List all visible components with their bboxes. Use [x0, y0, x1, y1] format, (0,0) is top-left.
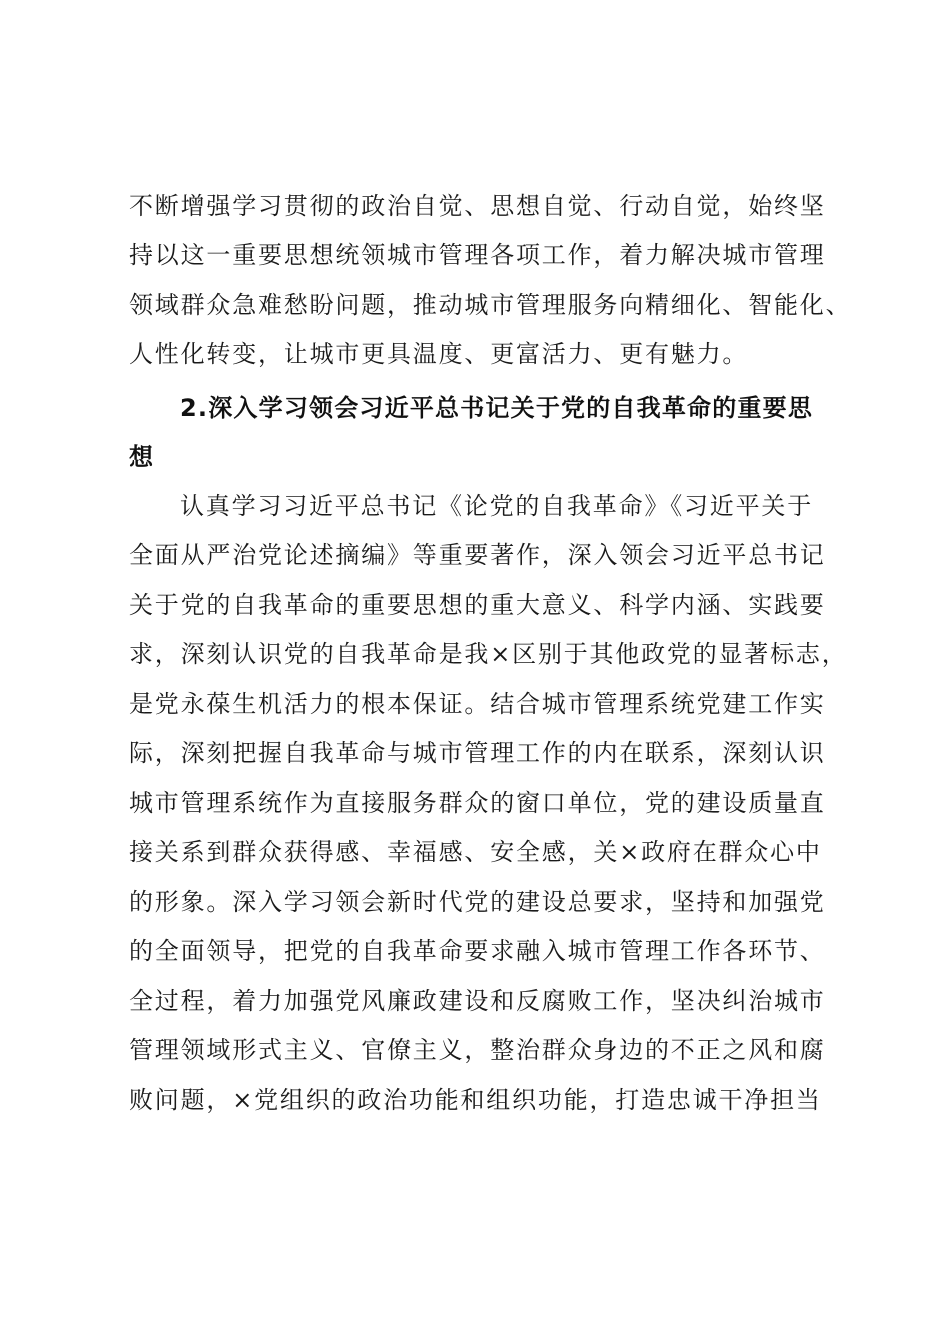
paragraph-line: 认真学习习近平总书记《论党的自我革命》《习近平关于 [180, 492, 813, 520]
paragraph-line: 关于党的自我革命的重要思想的重大意义、科学内涵、实践要 [129, 591, 826, 619]
paragraph-line: 城市管理系统作为直接服务群众的窗口单位，党的建设质量直 [129, 789, 826, 817]
paragraph-line: 不断增强学习贯彻的政治自觉、思想自觉、行动自觉，始终坚 [129, 192, 826, 220]
paragraph-line: 接关系到群众获得感、幸福感、安全感，关×政府在群众心中 [129, 838, 822, 866]
paragraph-line: 败问题，×党组织的政治功能和组织功能，打造忠诚干净担当 [129, 1086, 822, 1114]
paragraph-line: 的全面领导，把党的自我革命要求融入城市管理工作各环节、 [129, 937, 826, 965]
paragraph-line: 全过程，着力加强党风廉政建设和反腐败工作，坚决纠治城市 [129, 987, 826, 1015]
section-heading: 2.深入学习领会习近平总书记关于党的自我革命的重要思 [180, 394, 814, 422]
section-heading-continued: 想 [129, 443, 155, 471]
paragraph-line: 人性化转变，让城市更具温度、更富活力、更有魅力。 [129, 340, 749, 368]
paragraph-line: 持以这一重要思想统领城市管理各项工作，着力解决城市管理 [129, 241, 826, 269]
paragraph-line: 领域群众急难愁盼问题，推动城市管理服务向精细化、智能化、 [129, 291, 852, 319]
paragraph-line: 的形象。深入学习领会新时代党的建设总要求，坚持和加强党 [129, 888, 826, 916]
paragraph-line: 管理领域形式主义、官僚主义，整治群众身边的不正之风和腐 [129, 1036, 826, 1064]
paragraph-line: 全面从严治党论述摘编》等重要著作，深入领会习近平总书记 [129, 541, 826, 569]
paragraph-line: 际，深刻把握自我革命与城市管理工作的内在联系，深刻认识 [129, 739, 826, 767]
paragraph-line: 求，深刻认识党的自我革命是我×区别于其他政党的显著标志， [129, 640, 848, 668]
paragraph-line: 是党永葆生机活力的根本保证。结合城市管理系统党建工作实 [129, 690, 826, 718]
